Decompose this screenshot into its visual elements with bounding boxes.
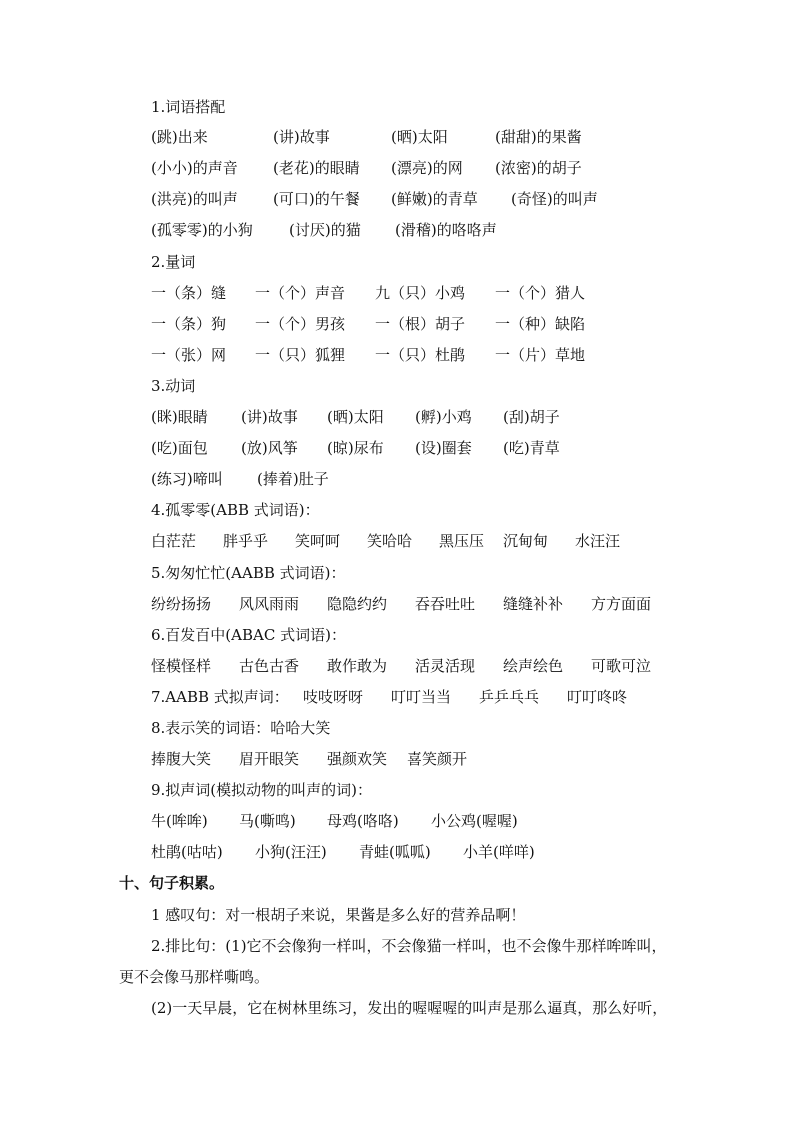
- word-item: 一（个）男孩: [255, 315, 346, 333]
- section-7-title: 7.AABB 式拟声词：: [151, 688, 289, 706]
- word-item: (奇怪)的叫声: [511, 190, 598, 208]
- sentence-parallel-1-continued: 更不会像马那样嘶鸣。: [119, 968, 270, 986]
- word-item: (滑稽)的咯咯声: [395, 221, 497, 239]
- word-item: (浓密)的胡子: [495, 159, 582, 177]
- section-3-title: 3.动词: [151, 377, 196, 395]
- word-item: (设)圈套: [415, 439, 472, 457]
- word-item: (甜甜)的果酱: [495, 128, 582, 146]
- word-item: (讲)故事: [241, 408, 298, 426]
- word-item: 一（个）猎人: [495, 284, 586, 302]
- word-item: (晒)太阳: [391, 128, 448, 146]
- section-8-title: 8.表示笑的词语：哈哈大笑: [151, 719, 331, 737]
- word-item: 吱吱呀呀: [303, 688, 364, 706]
- word-item: 缝缝补补: [503, 595, 564, 613]
- word-item: 一（只）杜鹃: [375, 346, 466, 364]
- section-6-title: 6.百发百中(ABAC 式词语)：: [151, 626, 346, 644]
- word-item: (孤零零)的小狗: [151, 221, 253, 239]
- word-item: (眯)眼睛: [151, 408, 208, 426]
- word-item: 强颜欢笑: [327, 750, 388, 768]
- word-item: 母鸡(咯咯): [327, 812, 399, 830]
- word-item: (跳)出来: [151, 128, 208, 146]
- word-item: 白茫茫: [151, 532, 197, 550]
- word-item: (吃)青草: [503, 439, 560, 457]
- word-item: 活灵活现: [415, 657, 476, 675]
- word-item: 杜鹃(咕咕): [151, 843, 223, 861]
- word-item: 一（张）网: [151, 346, 227, 364]
- word-item: 叮叮咚咚: [567, 688, 628, 706]
- word-item: (刮)胡子: [503, 408, 560, 426]
- word-item: 喜笑颜开: [407, 750, 468, 768]
- word-item: 牛(哞哞): [151, 812, 208, 830]
- word-item: (晒)太阳: [327, 408, 384, 426]
- word-item: 九（只）小鸡: [375, 284, 466, 302]
- word-item: 一（根）胡子: [375, 315, 466, 333]
- word-item: 古色古香: [239, 657, 300, 675]
- section-4-title: 4.孤零零(ABB 式词语)：: [151, 501, 320, 519]
- word-item: (洪亮)的叫声: [151, 190, 238, 208]
- sentence-parallel-1: 2.排比句：(1)它不会像狗一样叫，不会像猫一样叫，也不会像牛那样哞哞叫，: [151, 937, 667, 955]
- word-item: 隐隐约约: [327, 595, 388, 613]
- word-item: 眉开眼笑: [239, 750, 300, 768]
- section-5-title: 5.匆匆忙忙(AABB 式词语)：: [151, 564, 346, 582]
- word-item: (放)风筝: [241, 439, 298, 457]
- word-item: 马(嘶鸣): [239, 812, 296, 830]
- word-item: 吞吞吐吐: [415, 595, 476, 613]
- sentence-exclamatory: 1 感叹句：对一根胡子来说，果酱是多么好的营养品啊！: [151, 906, 526, 924]
- word-item: (晾)尿布: [327, 439, 384, 457]
- word-item: (鲜嫩)的青草: [391, 190, 478, 208]
- word-item: 小狗(汪汪): [255, 843, 327, 861]
- word-item: 可歌可泣: [591, 657, 652, 675]
- word-item: (捧着)肚子: [257, 470, 329, 488]
- word-item: 笑呵呵: [295, 532, 341, 550]
- word-item: 一（种）缺陷: [495, 315, 586, 333]
- word-item: 小公鸡(喔喔): [431, 812, 518, 830]
- word-item: 沉甸甸: [503, 532, 549, 550]
- word-item: (小小)的声音: [151, 159, 238, 177]
- section-1-title: 1.词语搭配: [151, 98, 226, 116]
- word-item: 胖乎乎: [223, 532, 269, 550]
- word-item: 风风雨雨: [239, 595, 300, 613]
- word-item: 水汪汪: [575, 532, 621, 550]
- word-item: 捧腹大笑: [151, 750, 212, 768]
- word-item: 纷纷扬扬: [151, 595, 212, 613]
- word-item: 一（只）狐狸: [255, 346, 346, 364]
- word-item: 青蛙(呱呱): [359, 843, 431, 861]
- word-item: 黑压压: [439, 532, 485, 550]
- word-item: 一（个）声音: [255, 284, 346, 302]
- word-item: (讲)故事: [273, 128, 330, 146]
- section-9-title: 9.拟声词(模拟动物的叫声的词)：: [151, 781, 373, 799]
- word-item: 笑哈哈: [367, 532, 413, 550]
- word-item: (漂亮)的网: [391, 159, 463, 177]
- word-item: (孵)小鸡: [415, 408, 472, 426]
- word-item: (讨厌)的猫: [289, 221, 361, 239]
- section-2-title: 2.量词: [151, 253, 196, 271]
- word-item: 一（条）狗: [151, 315, 227, 333]
- section-10-heading: 十、句子积累。: [119, 874, 225, 892]
- word-item: 怪模怪样: [151, 657, 212, 675]
- word-item: (可口)的午餐: [273, 190, 360, 208]
- word-item: (老花)的眼睛: [273, 159, 360, 177]
- word-item: 敢作敢为: [327, 657, 388, 675]
- word-item: (吃)面包: [151, 439, 208, 457]
- word-item: 一（片）草地: [495, 346, 586, 364]
- word-item: (练习)啼叫: [151, 470, 223, 488]
- word-item: 绘声绘色: [503, 657, 564, 675]
- word-item: 叮叮当当: [391, 688, 452, 706]
- word-item: 一（条）缝: [151, 284, 227, 302]
- word-item: 方方面面: [591, 595, 652, 613]
- word-item: 小羊(咩咩): [463, 843, 535, 861]
- sentence-parallel-2: (2)一天早晨，它在树林里练习，发出的喔喔喔的叫声是那么逼真，那么好听，: [151, 999, 668, 1017]
- word-item: 乒乒乓乓: [479, 688, 540, 706]
